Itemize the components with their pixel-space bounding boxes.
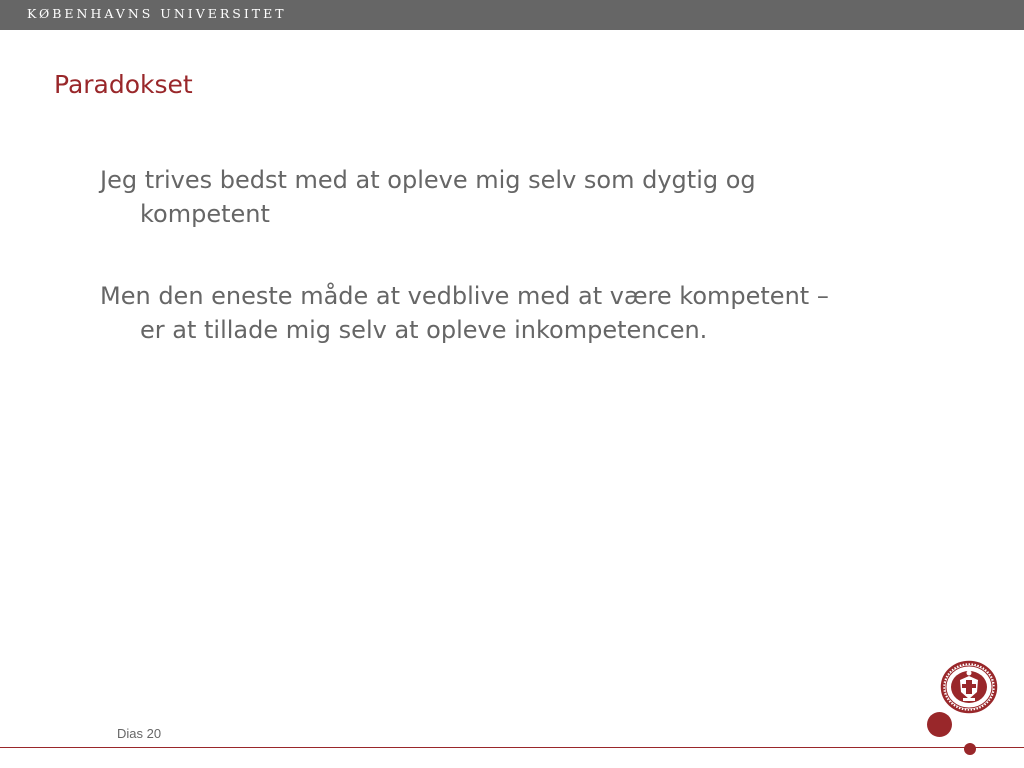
- institution-name: KØBENHAVNS UNIVERSITET: [27, 6, 287, 21]
- slide-body: [100, 163, 860, 347]
- header-bar: [0, 0, 1024, 30]
- footer-divider: [0, 747, 1024, 748]
- university-seal-icon: [940, 660, 998, 714]
- decorative-dot-small: [964, 743, 976, 755]
- slide-number: Dias 20: [117, 726, 162, 741]
- body-paragraph: Men den eneste måde at vedblive med at være kompetent – er at tillade mig selv at opleve inkompetencen.: [100, 282, 829, 344]
- body-paragraph: Jeg trives bedst med at opleve mig selv som dygtig og kompetent: [100, 166, 756, 228]
- slide-title: Paradokset: [54, 70, 193, 99]
- decorative-dot-large: [927, 712, 952, 737]
